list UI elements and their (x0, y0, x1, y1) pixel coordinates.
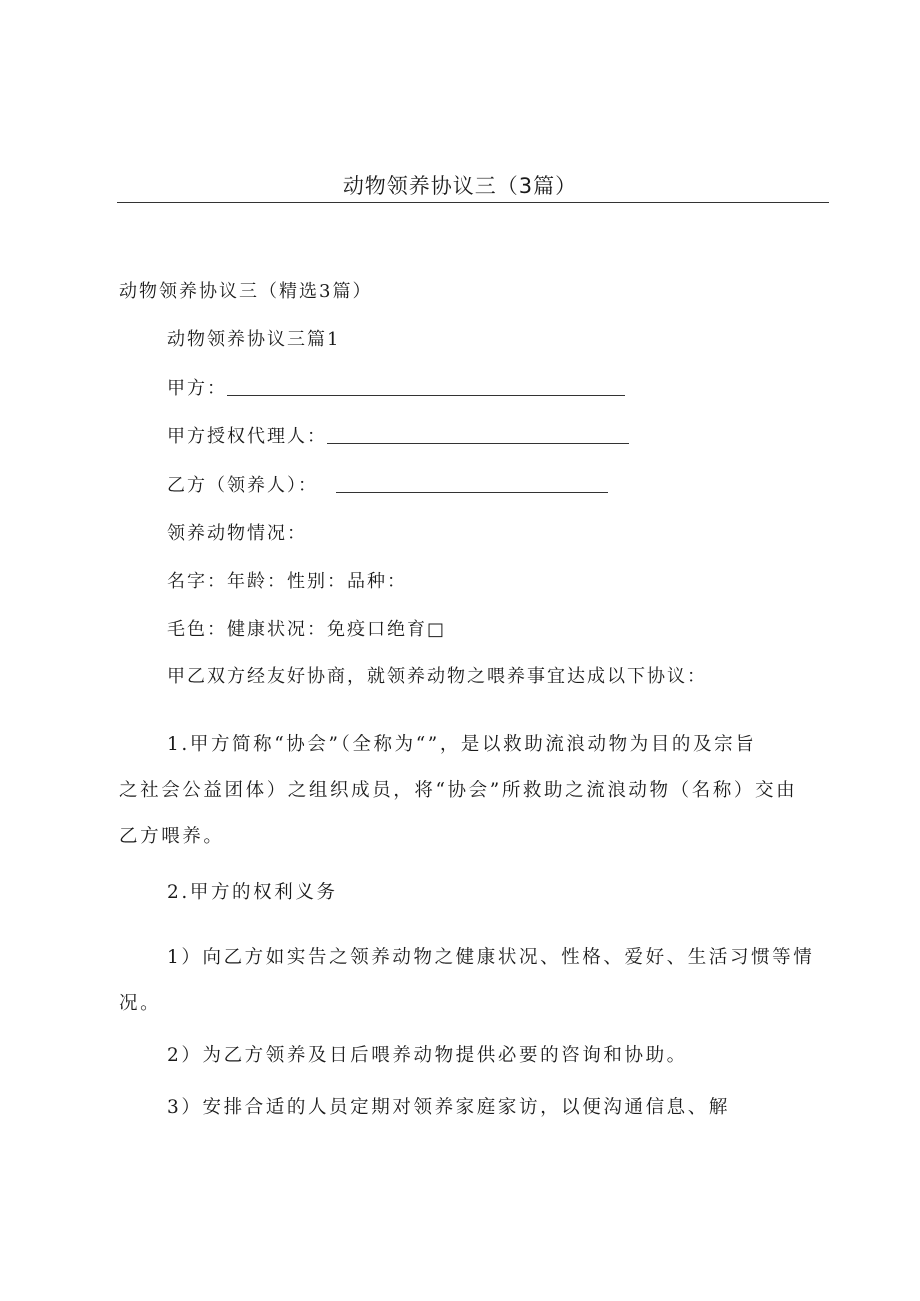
party-a-label: 甲方： (167, 378, 227, 399)
item-2: 2）为乙方领养及日后喂养动物提供必要的咨询和协助。 (167, 1045, 688, 1066)
clause-1-line-1: 1.甲方简称“协会”（全称为“”，是以救助流浪动物为目的及宗旨 (167, 734, 757, 755)
clause-1-line-3: 乙方喂养。 (119, 826, 225, 847)
clause-2-heading: 2.甲方的权利义务 (167, 882, 338, 903)
party-a-agent-row (167, 425, 629, 449)
item-1-line-2: 况。 (119, 993, 162, 1014)
document-subtitle: 动物领养协议三（精选3篇） (119, 281, 373, 302)
party-a-agent-blank (327, 425, 629, 444)
party-a-row (167, 377, 625, 401)
party-b-row (167, 474, 608, 498)
party-a-blank (227, 377, 625, 396)
animal-fields-line: 名字：年龄：性别：品种： (167, 571, 407, 592)
party-b-label: 乙方（领养人）： (167, 475, 318, 496)
intro-paragraph: 甲乙双方经友好协商，就领养动物之喂养事宜达成以下协议： (167, 666, 707, 687)
section-heading: 动物领养协议三篇1 (167, 329, 341, 350)
title-divider (117, 202, 829, 203)
party-b-blank (336, 474, 608, 493)
animal-info-label: 领养动物情况： (167, 523, 307, 544)
animal-health-line: 毛色：健康状况：免疫口绝育□ (167, 619, 447, 640)
document-title: 动物领养协议三（3篇） (342, 174, 578, 198)
party-a-agent-label: 甲方授权代理人： (167, 426, 327, 447)
item-3: 3）安排合适的人员定期对领养家庭家访，以便沟通信息、解 (167, 1097, 730, 1118)
item-1-line-1: 1）向乙方如实告之领养动物之健康状况、性格、爱好、生活习惯等情 (167, 947, 815, 968)
clause-1-line-2: 之社会公益团体）之组织成员，将“协会”所救助之流浪动物（名称）交由 (119, 780, 798, 801)
